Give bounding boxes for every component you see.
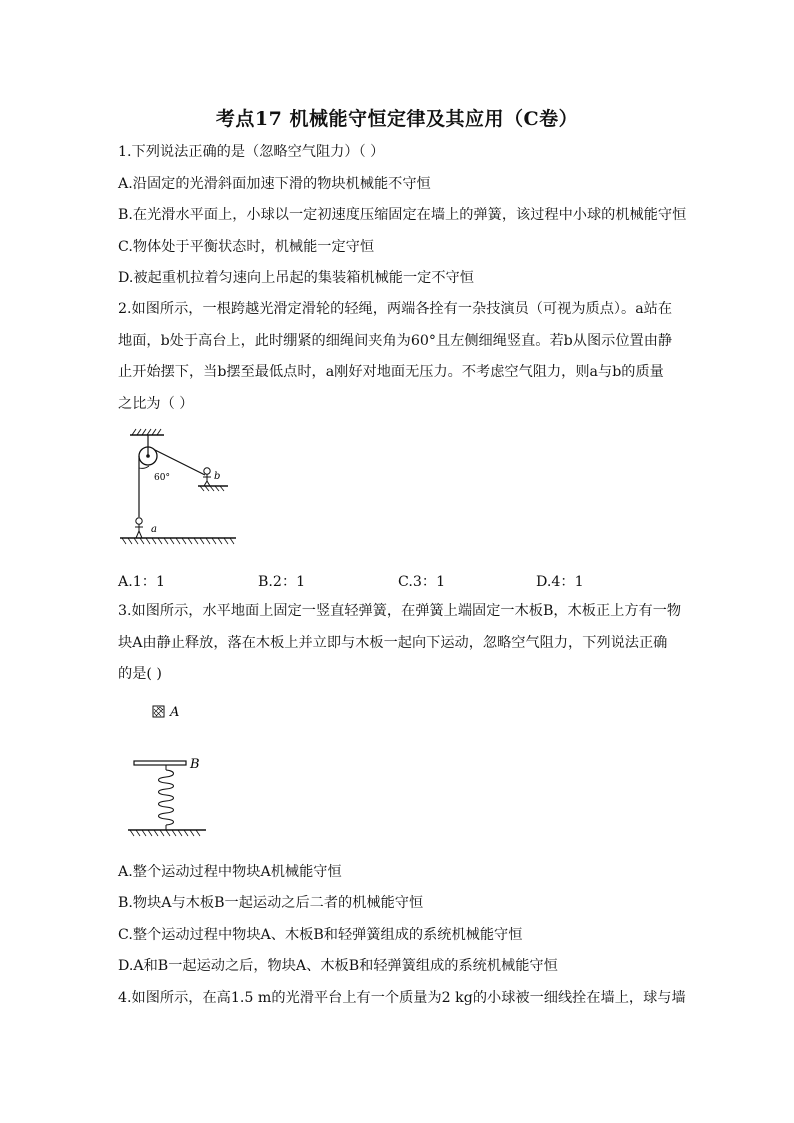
board-b-label: B xyxy=(190,757,200,772)
q2-stem-line-4: 之比为（ ） xyxy=(118,396,194,412)
performer-a-label: a xyxy=(151,524,157,535)
q3-option-a: A.整个运动过程中物块A机械能守恒 xyxy=(118,864,342,880)
q1-option-c: C.物体处于平衡状态时，机械能一定守恒 xyxy=(118,239,375,255)
spring-figure xyxy=(126,700,236,840)
q2-option-a: A.1：1 xyxy=(118,574,165,590)
q3-option-c: C.整个运动过程中物块A、木板B和轻弹簧组成的系统机械能守恒 xyxy=(118,927,523,943)
angle-label: 60° xyxy=(154,473,170,483)
q2-option-b: B.2：1 xyxy=(258,574,306,590)
q1-option-d: D.被起重机拉着匀速向上吊起的集装箱机械能一定不守恒 xyxy=(118,270,474,286)
pulley-figure xyxy=(118,428,258,550)
page-title: 考点17 机械能守恒定律及其应用（C卷） xyxy=(215,108,579,130)
q1-option-b: B.在光滑水平面上，小球以一定初速度压缩固定在墙上的弹簧，该过程中小球的机械能守恒 xyxy=(118,207,687,223)
q2-option-c: C.3：1 xyxy=(398,574,446,590)
q4-stem-line-1: 4.如图所示，在高1.5 m的光滑平台上有一个质量为2 kg的小球被一细线拴在墙上，球与墙 xyxy=(118,990,686,1006)
performer-b-label: b xyxy=(214,471,221,482)
q2-option-d: D.4：1 xyxy=(536,574,584,590)
q3-option-d: D.A和B一起运动之后，物块A、木板B和轻弹簧组成的系统机械能守恒 xyxy=(118,958,558,974)
q3-stem-line-2: 块A由静止释放，落在木板上并立即与木板一起向下运动，忽略空气阻力，下列说法正确 xyxy=(118,635,668,651)
q1-option-a: A.沿固定的光滑斜面加速下滑的物块机械能不守恒 xyxy=(118,176,431,192)
q3-option-b: B.物块A与木板B一起运动之后二者的机械能守恒 xyxy=(118,895,424,911)
q2-stem-line-1: 2.如图所示，一根跨越光滑定滑轮的轻绳，两端各拴有一杂技演员（可视为质点）。a站在 xyxy=(118,301,673,317)
q2-stem-line-3: 止开始摆下，当b摆至最低点时，a刚好对地面无压力。不考虑空气阻力，则a与b的质量 xyxy=(118,364,664,380)
block-a-label: A xyxy=(170,705,180,720)
q2-stem-line-2: 地面，b处于高台上，此时绷紧的细绳间夹角为60°且左侧细绳竖直。若b从图示位置由静 xyxy=(118,333,673,349)
q3-stem-line-1: 3.如图所示，水平地面上固定一竖直轻弹簧，在弹簧上端固定一木板B，木板正上方有一物 xyxy=(118,603,682,619)
q1-stem: 1.下列说法正确的是（忽略空气阻力）（ ） xyxy=(118,144,385,160)
q3-stem-line-3: 的是( ) xyxy=(118,666,162,682)
